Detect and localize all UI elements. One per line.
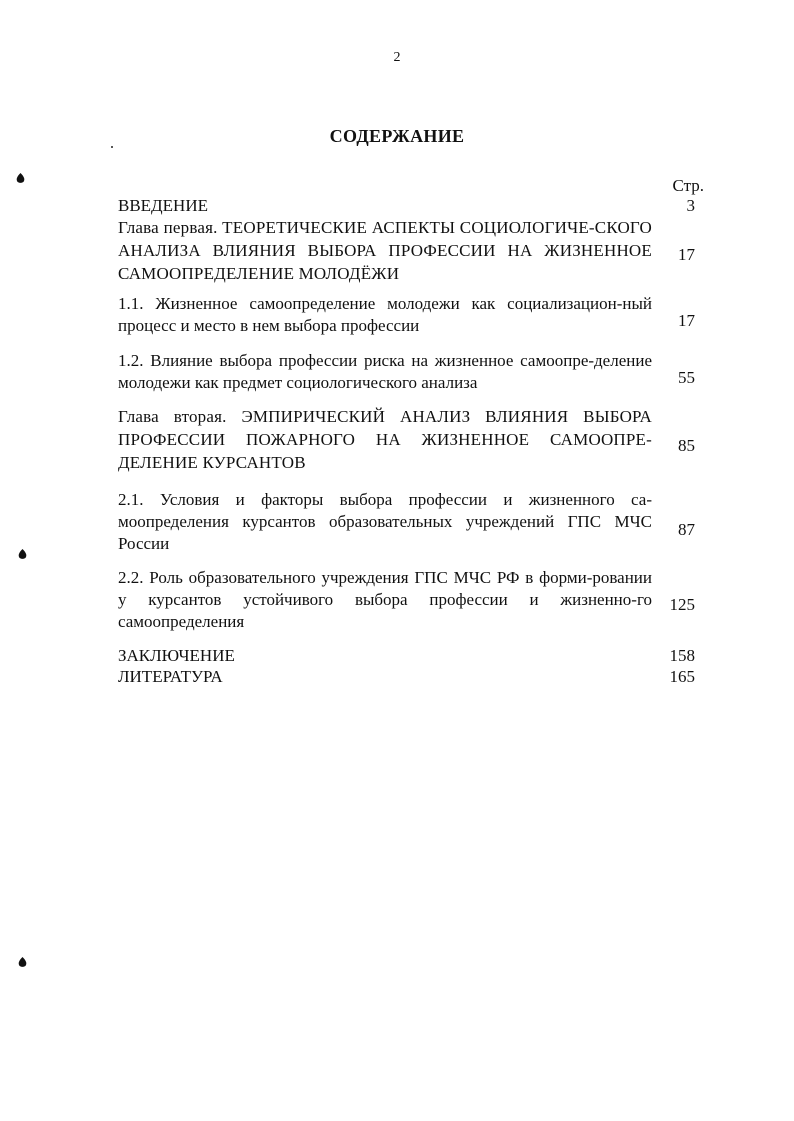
toc-entry-section-2-2: [118, 567, 704, 633]
toc-entry-introduction: [118, 195, 704, 217]
toc-entry-text: ВВЕДЕНИЕ: [118, 196, 208, 215]
toc-entry-page: 87: [678, 520, 695, 539]
toc-entry-section-1-1: [118, 293, 704, 337]
binding-hole-mark-top: [16, 173, 25, 184]
toc-entry-references: [118, 666, 704, 688]
binding-hole-mark-bottom: [18, 957, 27, 968]
toc-entry-text: ЗАКЛЮЧЕНИЕ: [118, 646, 235, 665]
toc-entry-section-2-1: [118, 489, 704, 555]
toc-entry-text: 1.1. Жизненное самоопределение молодежи как социализацион-ный процесс и место в нем выбора профессии: [118, 294, 652, 335]
toc-entry-text: 2.2. Роль образовательного учреждения ГПС МЧС РФ в форми-ровании у курсантов устойчивого выбора профессии и жизненно-го самоопределения: [118, 568, 652, 631]
toc-entry-section-1-2: [118, 350, 704, 394]
toc-entry-text: Глава первая. ТЕОРЕТИЧЕСКИЕ АСПЕКТЫ СОЦИОЛОГИЧЕ-СКОГО АНАЛИЗА ВЛИЯНИЯ ВЫБОРА ПРОФЕССИИ НА ЖИЗНЕННОЕ САМООПРЕДЕЛЕНИЕ МОЛОДЁЖИ: [118, 218, 652, 283]
toc-entry-text: ЛИТЕРАТУРА: [118, 667, 223, 686]
toc-entry-page: 3: [686, 196, 695, 215]
toc-entry-page: 125: [669, 595, 695, 614]
toc-entry-page: 165: [669, 667, 695, 686]
toc-entry-text: 1.2. Влияние выбора профессии риска на жизненное самоопре-деление молодежи как предмет социологического анализа: [118, 351, 652, 392]
toc-entry-page: 55: [678, 368, 695, 387]
toc-entry-page: 17: [678, 311, 695, 330]
toc-entry-conclusion: [118, 645, 704, 667]
toc-entry-page: 158: [669, 646, 695, 665]
scan-speck: [111, 146, 113, 148]
page-column-header: Стр.: [672, 176, 704, 195]
binding-hole-mark-middle: [18, 549, 27, 560]
toc-entry-text: Глава вторая. ЭМПИРИЧЕСКИЙ АНАЛИЗ ВЛИЯНИЯ ВЫБОРА ПРОФЕССИИ ПОЖАРНОГО НА ЖИЗНЕННОЕ САМООПРЕ-ДЕЛЕНИЕ КУРСАНТОВ: [118, 407, 652, 472]
page-title: СОДЕРЖАНИЕ: [329, 126, 465, 146]
toc-entry-page: 85: [678, 436, 695, 455]
toc-entry-text: 2.1. Условия и факторы выбора профессии и жизненного са-моопределения курсантов образовательных учреждений ГПС МЧС России: [118, 490, 652, 553]
toc-entry-page: 17: [678, 245, 695, 264]
toc-entry-chapter-1: [118, 216, 704, 285]
page-number: 2: [393, 50, 401, 65]
toc-entry-chapter-2: [118, 405, 704, 474]
